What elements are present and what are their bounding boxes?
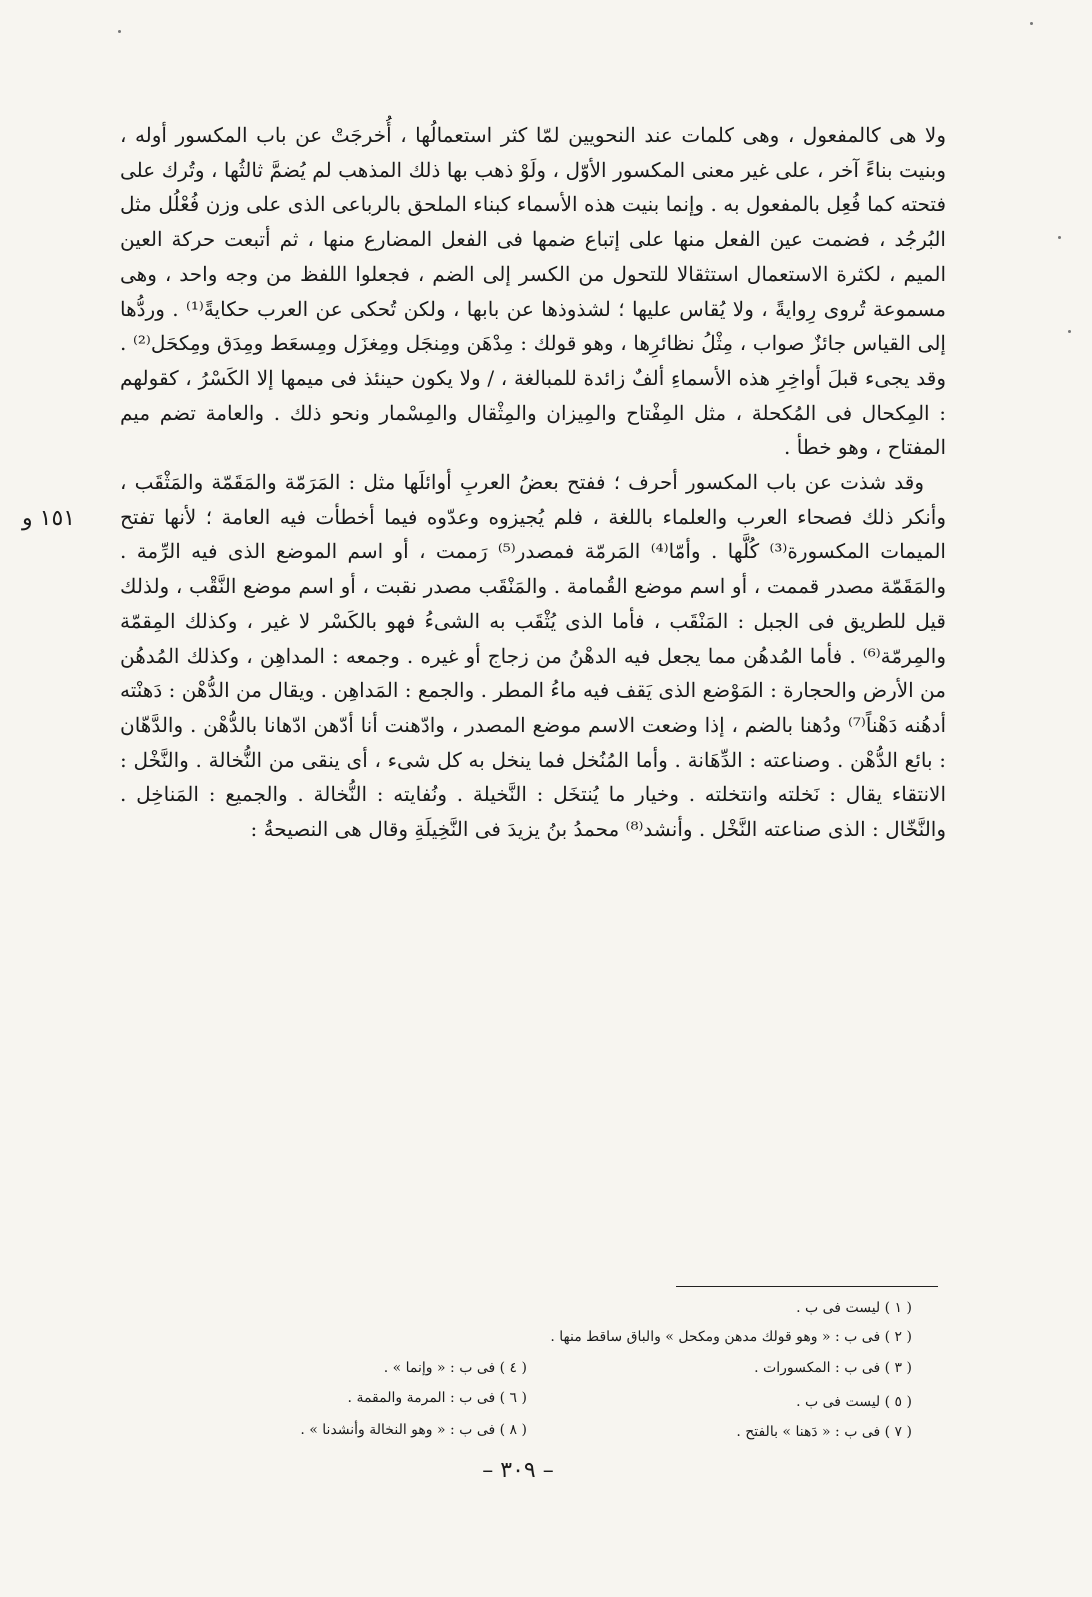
paragraph-1: ولا هى كالمفعول ، وهى كلمات عند النحويين لمّا كثر استعمالُها ، أُخرجَتْ عن باب المكسور أوله ، وبنيت بناءً آخر ، على غير معنى المكسور الأوّل ، ولَوْ ذهب بها ذلك المذهب لم يُضمَّ ثالثُها ، وتُرك على فتحته كما فُعِل بالمفعول به . وإنما بنيت هذه الأسماء كبناء الملحق بالرباعى الذى على وزن فُعْلُل مثل البُرجُد ، فضمت عين الفعل منها على إتباع ضمها فى الفعل المضارع منها ، ثم أتبعت حركة العين الميم ، لكثرة الاستعمال استثقالا للتحول من الكسر إلى الضم ، فجعلوا اللفظ من وجه واحد ، وهى مسموعة تُروى رِوايةً ، ولا يُقاس عليها ؛ لشذوذها عن بابها ، ولكن تُحكى عن العرب حكايةً⁽¹⁾ . وردُّها إلى القياس جائزٌ صواب ، مِثْلُ نظائرِها ، وهو قولك : مِدْهَن ومِنجَل ومِغزَل ومِسعَط ومِدَق ومِكحَل⁽²⁾ . وقد يجىء قبلَ أواخِرِ هذه الأسماءِ ألفٌ زائدة للمبالغة ، / ولا يكون حينئذ فى ميمها إلا الكَسْرُ ، كقولهم : المِكحال فى المُكحلة ، مثل المِفْتاح والمِيزان والمِثْقال والمِسْمار ونحو ذلك . والعامة تضم ميم المفتاح ، وهو خطأ .	[120, 123, 946, 460]
page-number: – ٣٠٩ –	[482, 1458, 554, 1483]
main-text	[120, 118, 946, 847]
footnote-8: ( ٨ ) فى ب : « وهو النخالة وأنشدنا » .	[300, 1422, 527, 1438]
scan-speck	[118, 30, 121, 33]
paragraph-2: وقد شذت عن باب المكسور أحرف ؛ ففتح بعضُ العربِ أوائلَها مثل : المَرَمّة والمَقَمّة والمَثْقَب ، وأنكر ذلك فصحاء العرب والعلماء باللغة ، فلم يُجيزوه وعدّوه فيما أخطأت فيه العامة ؛ لأنها تفتح الميمات المكسورة⁽³⁾ كُلَّها . وأمّا⁽⁴⁾ المَرمّة فمصدر⁽⁵⁾ رَممت ، أو اسم الموضع الذى فيه الرِّمة . والمَقَمّة مصدر قممت ، أو اسم موضع القُمامة . والمَنْقَب مصدر نقبت ، أو اسم موضع النَّقْب ، ولذلك قيل للطريق فى الجبل : المَنْقَب ، فأما الذى يُثْقَب به الشىءُ فهو بالكَسْر لا غير ، وكذلك المِقمّة والمِرمّة⁽⁶⁾ . فأما المُدهُن مما يجعل فيه الدهْنُ من زجاج أو غيره . وجمعه : المداهِن ، وكذلك المُدهُن من الأرض والحجارة : المَوْضع الذى يَقف فيه ماءُ المطر . والجمع : المَداهِن . ويقال من الدُّهْن : دَهنْته أدهُنه دَهْناً⁽⁷⁾ ودُهنا بالضم ، إذا وضعت الاسم موضع المصدر ، وادّهنت أنا أدّهن ادّهانا بالدُّهْن . والدَّهّان : بائع الدُّهْن . وصناعته : الدِّهَانة . وأما المُنُخل فما ينخل به كل شىء ، أى ينقى من النُّخالة . والنَّخْل : الانتقاء يقال : نَخلته وانتخلته . وخيار ما يُنتخَل : النَّخيلة . ونُفايته : النُّخالة . والجميع : المَناخِل . والنَّخّال : الذى صناعته النَّخْل . وأنشد⁽⁸⁾ محمدُ بنُ يزيدَ فى النَّخِيلَةِ وقال هى النصيحةُ :	[120, 470, 946, 842]
footnote-5: ( ٥ ) ليست فى ب .	[796, 1394, 912, 1410]
footnote-1: ( ١ ) ليست فى ب .	[796, 1300, 912, 1316]
footnote-2: ( ٢ ) فى ب : « وهو قولك مدهن ومكحل » والباق ساقط منها .	[550, 1329, 912, 1345]
footnote-separator	[676, 1286, 938, 1287]
footnote-4: ( ٤ ) فى ب : « وإنما » .	[383, 1360, 527, 1376]
scan-speck	[1030, 22, 1033, 25]
footnote-3: ( ٣ ) فى ب : المكسورات .	[754, 1360, 912, 1376]
scan-speck	[1058, 236, 1061, 239]
footnote-7: ( ٧ ) فى ب : « دَهنا » بالفتح .	[736, 1424, 912, 1440]
manuscript-folio-marker: ١٥١ و	[22, 506, 76, 531]
scan-speck	[1068, 330, 1071, 333]
footnote-6: ( ٦ ) فى ب : المرمة والمقمة .	[347, 1390, 527, 1406]
